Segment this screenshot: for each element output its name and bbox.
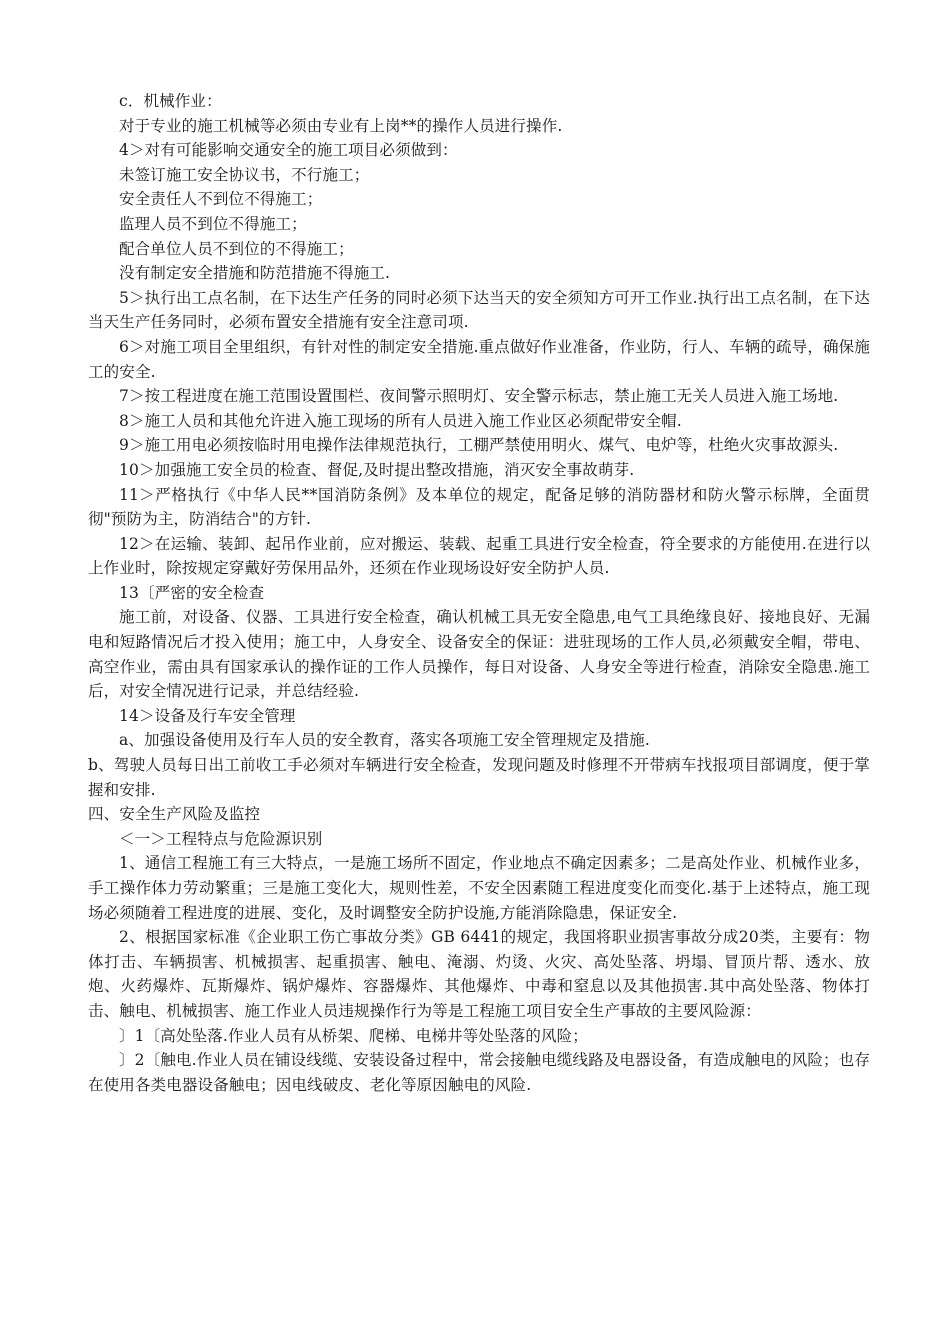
paragraph: 11＞严格执行《中华人民**国消防条例》及本单位的规定，配备足够的消防器材和防火警示标牌，全面贯彻"预防为主，防消结合"的方针. — [88, 485, 870, 529]
section-heading: ＜一＞工程特点与危险源识别 — [119, 829, 323, 848]
paragraph: 〕2〔触电.作业人员在铺设线缆、安装设备过程中，常会接触电缆线路及电器设备，有造成触电的风险；也存在使用各类电器设备触电；因电线破皮、老化等原因触电的风险. — [88, 1051, 870, 1094]
paragraph: 安全责任人不到位不得施工； — [119, 190, 323, 209]
section-heading: 13〔严密的安全检查 — [119, 583, 265, 602]
paragraph: 12＞在运输、装卸、起吊作业前，应对搬运、装载、起重工具进行安全检查，符全要求的方能使用.在进行以上作业时，除按规定穿戴好劳保用品外，还须在作业现场设好安全防护人员. — [88, 534, 870, 578]
paragraph: 6＞对施工项目全里组织，有针对性的制定安全措施.重点做好作业准备，作业防，行人、车辆的疏导，确保施工的安全. — [88, 337, 870, 381]
chapter-heading: 四、安全生产风险及监控 — [88, 805, 261, 824]
paragraph: 对于专业的施工机械等必须由专业有上岗**的操作人员进行操作. — [119, 116, 563, 135]
section-heading: 14＞设备及行车安全管理 — [119, 706, 296, 725]
paragraph: 未签订施工安全协议书，不行施工； — [119, 165, 370, 184]
paragraph: 4＞对有可能影响交通安全的施工项目必须做到： — [119, 141, 458, 160]
paragraph: 9＞施工用电必须按临时用电操作法律规范执行，工棚严禁使用明火、煤气、电炉等，杜绝火灾事故源头. — [119, 436, 839, 455]
paragraph: 〕1〔高处坠落.作业人员有从桥架、爬梯、电梯井等处坠落的风险； — [119, 1026, 588, 1045]
paragraph: 监理人员不到位不得施工； — [119, 214, 307, 233]
paragraph: 5＞执行出工点名制，在下达生产任务的同时必须下达当天的安全须知方可开工作业.执行出工点名制，在下达当天生产任务同时，必须布置安全措施有安全注意司项. — [88, 288, 870, 332]
paragraph: 2、根据国家标准《企业职工伤亡事故分类》GB 6441的规定，我国将职业损害事故分成20类，主要有：物体打击、车辆损害、机械损害、起重损害、触电、淹溺、灼烫、火灾、高处坠落、坍塌、冒顶片帮、透水、放炮、火药爆炸、瓦斯爆炸、锅炉爆炸、容器爆炸、其他爆炸、中毒和窒息以及其他损害.其中高处坠落、物体打击、触电、机械损害、施工作业人员违规操作行为等是工程施工项目安全生产事故的主要风险源： — [88, 928, 870, 1020]
paragraph: 施工前，对设备、仪器、工具进行安全检查，确认机械工具无安全隐患,电气工具绝缘良好、接地良好、无漏电和短路情况后才投入使用；施工中，人身安全、设备安全的保证：进驻现场的工作人员,必须戴安全帽，带电、高空作业，需由具有国家承认的操作证的工作人员操作，每日对设备、人身安全等进行检查，消除安全隐患.施工后，对安全情况进行记录，并总结经验. — [88, 608, 870, 701]
paragraph: a、加强设备使用及行车人员的安全教育，落实各项施工安全管理规定及措施. — [119, 731, 650, 750]
paragraph: 配合单位人员不到位的不得施工； — [119, 239, 354, 258]
paragraph: c．机械作业： — [119, 92, 222, 110]
paragraph: 1、通信工程施工有三大特点，一是施工场所不固定，作业地点不确定因素多；二是高处作业、机械作业多，手工操作体力劳动繁重；三是施工变化大，规则性差，不安全因素随工程进度变化而变化.基于上述特点，施工现场必须随着工程进度的进展、变化，及时调整安全防护设施,方能消除隐患，保证安全. — [88, 854, 870, 922]
paragraph: 8＞施工人员和其他允许进入施工现场的所有人员进入施工作业区必须配带安全帽. — [119, 411, 682, 430]
paragraph: 10＞加强施工安全员的检查、督促,及时提出整改措施，消灭安全事故萌芽. — [119, 460, 635, 479]
paragraph: 7＞按工程进度在施工范围设置围栏、夜间警示照明灯、安全警示标志，禁止施工无关人员进入施工场地. — [119, 387, 839, 406]
document-body — [88, 89, 870, 1097]
paragraph: 没有制定安全措施和防范措施不得施工. — [119, 264, 391, 283]
paragraph: b、驾驶人员每日出工前收工手必须对车辆进行安全检查，发现问题及时修理不开带病车找报项目部调度，便于掌握和安排. — [88, 756, 870, 799]
